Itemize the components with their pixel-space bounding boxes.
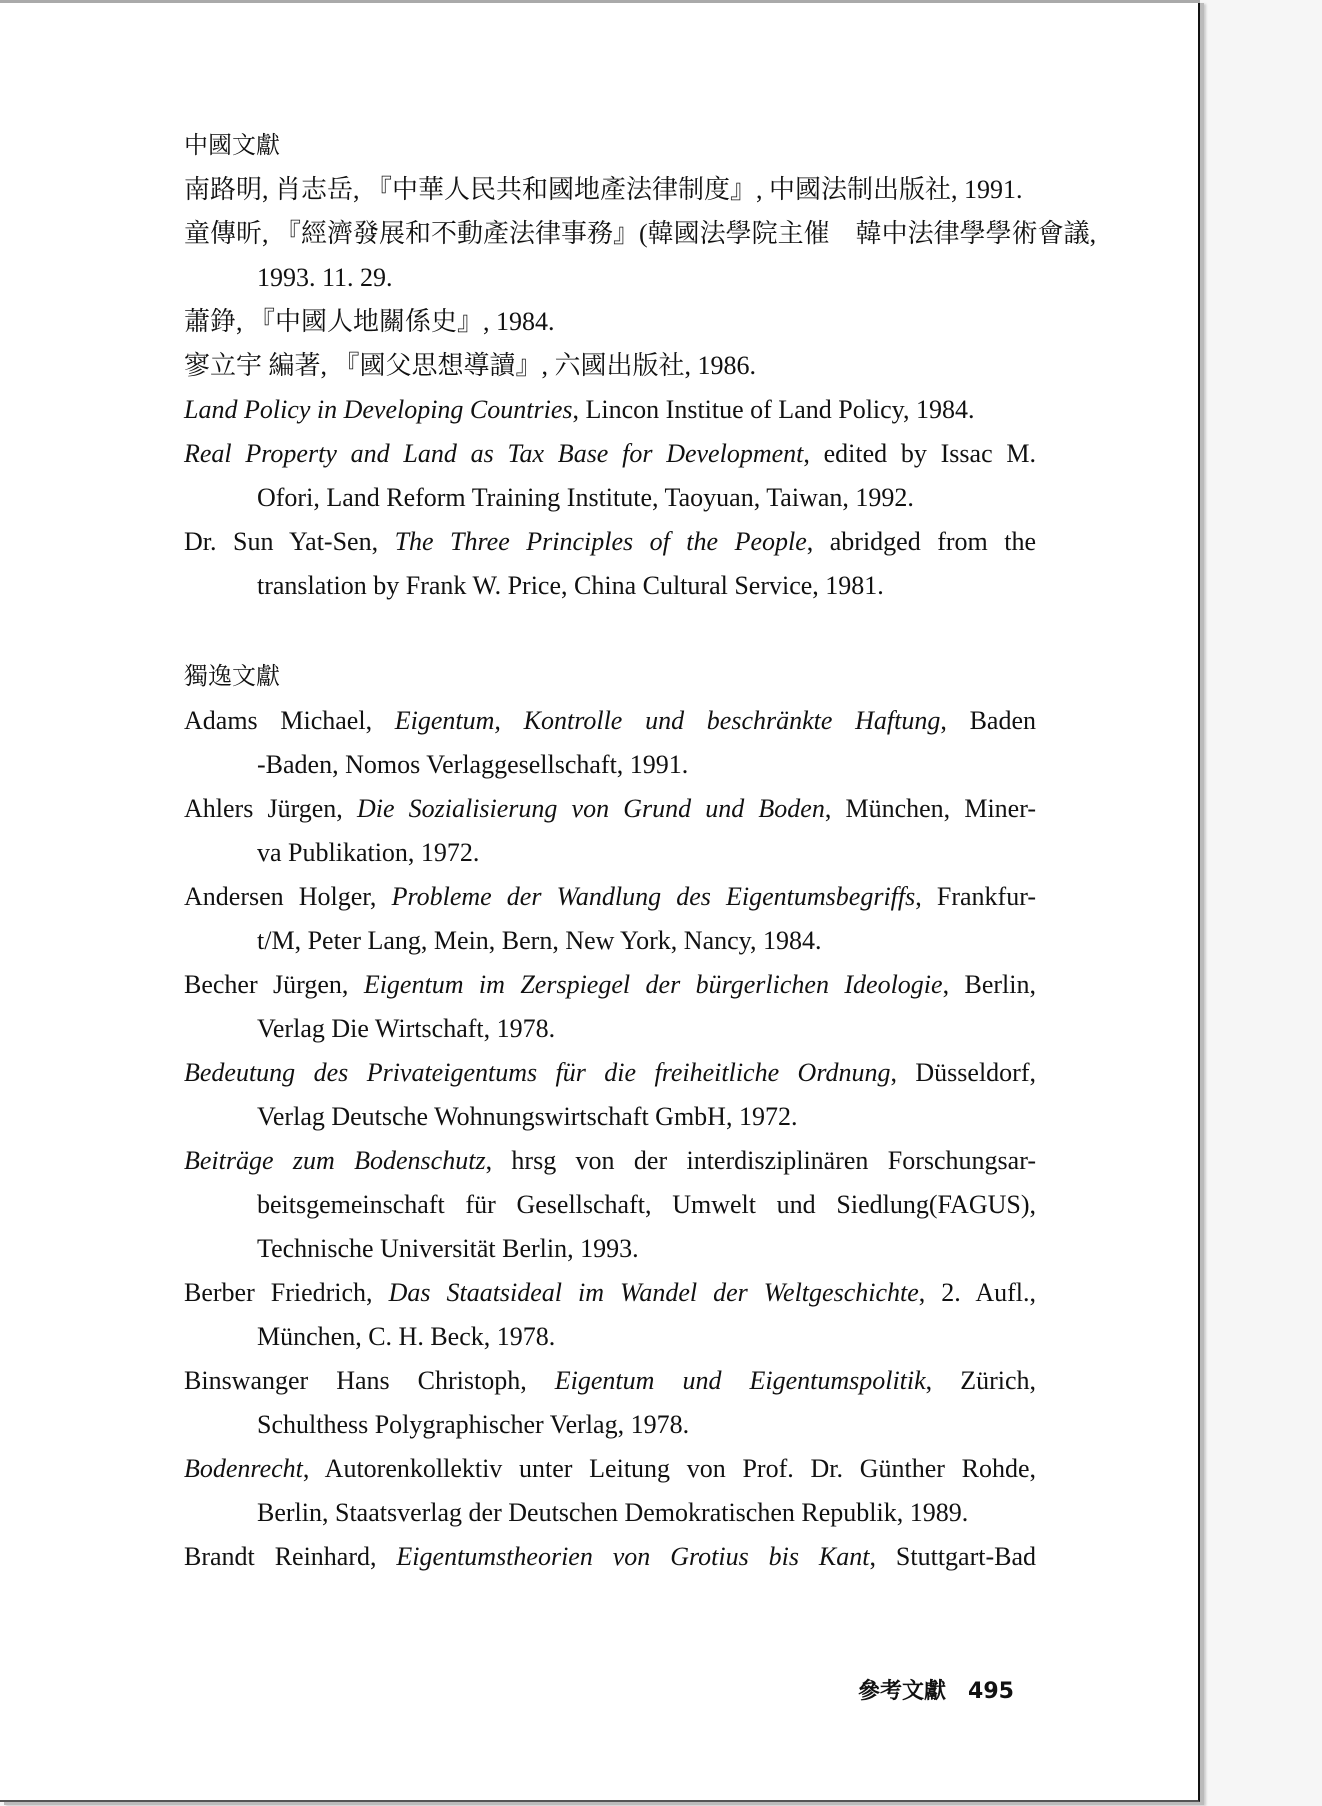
work-title: Die Sozialisierung von Grund und Boden	[356, 794, 825, 823]
entry-text: , München, Miner-	[824, 794, 1036, 823]
entry-text: Binswanger Hans Christoph,	[184, 1366, 555, 1395]
entry-line	[184, 344, 1036, 388]
work-title: Bodenrecht	[184, 1454, 303, 1483]
entry-line	[184, 875, 1036, 919]
work-title: Land Policy in Developing Countries	[184, 395, 573, 424]
entry-line	[184, 1315, 1036, 1359]
entry-text: Brandt Reinhard,	[184, 1542, 397, 1571]
bibliography-entry	[184, 344, 1036, 388]
bibliography-entry	[184, 1051, 1036, 1139]
entry-text: va Publikation, 1972.	[257, 838, 480, 867]
bibliography-entry	[184, 1139, 1036, 1271]
entry-text: , edited by Issac M.	[803, 439, 1036, 468]
entry-text: München, C. H. Beck, 1978.	[257, 1322, 556, 1351]
bibliography-entry	[184, 212, 1097, 300]
entry-text: Ahlers Jürgen,	[184, 794, 357, 823]
entry-line	[184, 787, 1036, 831]
entry-line	[184, 212, 1097, 256]
entry-line	[184, 1139, 1036, 1183]
entry-line	[184, 1491, 1036, 1535]
page-top-edge	[0, 0, 1200, 3]
entry-line	[184, 699, 1036, 743]
entry-text: , abridged from the	[806, 527, 1036, 556]
entry-line	[184, 300, 1036, 344]
entry-line	[184, 1051, 1036, 1095]
bibliography-content	[184, 124, 1097, 1579]
entry-text: translation by Frank W. Price, China Cultural Service, 1981.	[257, 571, 884, 600]
entry-text: 童傳昕, 『經濟發展和不動產法律事務』(韓國法學院主催 韓中法律學學術會議,	[184, 219, 1097, 248]
entry-text: , Berlin,	[942, 970, 1036, 999]
entry-line	[184, 919, 1036, 963]
bibliography-entry	[184, 168, 1036, 212]
entry-text: Technische Universität Berlin, 1993.	[257, 1234, 639, 1263]
entry-text: Berlin, Staatsverlag der Deutschen Demokratischen Republik, 1989.	[257, 1498, 969, 1527]
entry-line	[184, 1359, 1036, 1403]
entry-text: Schulthess Polygraphischer Verlag, 1978.	[257, 1410, 690, 1439]
bibliography-entry	[184, 875, 1036, 963]
entry-line	[184, 1007, 1036, 1051]
entry-text: , Autorenkollektiv unter Leitung von Prof. Dr. Günther Rohde,	[302, 1454, 1036, 1483]
bibliography-entry	[184, 1535, 1036, 1579]
entry-line	[184, 963, 1036, 1007]
entry-line	[184, 1183, 1036, 1227]
work-title: Eigentum und Eigentumspolitik	[554, 1366, 926, 1395]
entry-text: , hrsg von der interdisziplinären Forschungsar-	[485, 1146, 1036, 1175]
entry-text: Dr. Sun Yat-Sen,	[184, 527, 395, 556]
work-title: Beiträge zum Bodenschutz	[184, 1146, 486, 1175]
entry-text: , 2. Aufl.,	[918, 1278, 1037, 1307]
entry-text: beitsgemeinschaft für Gesellschaft, Umwelt und Siedlung(FAGUS),	[257, 1190, 1036, 1219]
entry-line	[184, 1447, 1036, 1491]
bibliography-entry	[184, 520, 1036, 608]
bibliography-entry	[184, 1447, 1036, 1535]
entry-line	[184, 564, 1036, 608]
entry-line	[184, 476, 1036, 520]
work-title: Eigentum, Kontrolle und beschränkte Haftung	[394, 706, 941, 735]
entry-text: t/M, Peter Lang, Mein, Bern, New York, Nancy, 1984.	[257, 926, 822, 955]
section-heading: 中國文獻	[184, 133, 280, 159]
entry-line	[184, 743, 1036, 787]
entry-text: -Baden, Nomos Verlaggesellschaft, 1991.	[257, 750, 689, 779]
work-title: Eigentumstheorien von Grotius bis Kant	[396, 1542, 870, 1571]
entry-text: Verlag Die Wirtschaft, 1978.	[257, 1014, 556, 1043]
bibliography-entry	[184, 432, 1036, 520]
entry-line	[184, 1227, 1036, 1271]
work-title: Eigentum im Zerspiegel der bürgerlichen Ideologie	[363, 970, 943, 999]
bibliography-entry	[184, 388, 1036, 432]
entry-line	[184, 168, 1036, 212]
entry-text: Ofori, Land Reform Training Institute, Taoyuan, Taiwan, 1992.	[257, 483, 914, 512]
entry-text: , Lincon Institue of Land Policy, 1984.	[572, 395, 975, 424]
work-title: Das Staatsideal im Wandel der Weltgeschichte	[388, 1278, 919, 1307]
entry-text: , Zürich,	[925, 1366, 1036, 1395]
bibliography-section	[184, 655, 1036, 1579]
bibliography-entry	[184, 787, 1036, 875]
work-title: Bedeutung des Privateigentums für die freiheitliche Ordnung	[184, 1058, 891, 1087]
entry-line	[184, 256, 1036, 300]
work-title: Real Property and Land as Tax Base for Development	[184, 439, 804, 468]
bibliography-entry	[184, 1271, 1036, 1359]
section-heading: 獨逸文獻	[184, 664, 280, 690]
entry-text: , Baden	[940, 706, 1036, 735]
entry-text: Adams Michael,	[184, 706, 395, 735]
entry-text: 蕭錚, 『中國人地關係史』, 1984.	[184, 307, 555, 336]
page-footer	[858, 1674, 1014, 1705]
entry-text: 寥立宇 編著, 『國父思想導讀』, 六國出版社, 1986.	[184, 351, 757, 380]
entry-text: 南路明, 肖志岳, 『中華人民共和國地產法律制度』, 中國法制出版社, 1991.	[184, 175, 1023, 204]
bibliography-entry	[184, 1359, 1036, 1447]
entry-text: , Stuttgart-Bad	[869, 1542, 1037, 1571]
entry-text: Andersen Holger,	[184, 882, 392, 911]
entry-text: Berber Friedrich,	[184, 1278, 389, 1307]
entry-line	[184, 1403, 1036, 1447]
entry-text: Becher Jürgen,	[184, 970, 364, 999]
bibliography-entry	[184, 963, 1036, 1051]
entry-line	[184, 831, 1036, 875]
bibliography-entry	[184, 300, 1036, 344]
entry-line	[184, 1095, 1036, 1139]
entry-text: , Düsseldorf,	[890, 1058, 1036, 1087]
entry-line	[184, 388, 1036, 432]
entry-text: , Frankfur-	[915, 882, 1036, 911]
bibliography-section	[184, 124, 1097, 608]
work-title: The Three Principles of the People	[394, 527, 807, 556]
entry-line	[184, 1271, 1036, 1315]
entry-text: 1993. 11. 29.	[257, 263, 393, 292]
entry-line	[184, 432, 1036, 476]
running-title: 參考文獻	[858, 1679, 947, 1704]
page-number: 495	[968, 1679, 1014, 1704]
bibliography-entry	[184, 699, 1036, 787]
work-title: Probleme der Wandlung des Eigentumsbegriffs	[391, 882, 916, 911]
entry-line	[184, 520, 1036, 564]
entry-line	[184, 1535, 1036, 1579]
entry-text: Verlag Deutsche Wohnungswirtschaft GmbH, 1972.	[257, 1102, 798, 1131]
